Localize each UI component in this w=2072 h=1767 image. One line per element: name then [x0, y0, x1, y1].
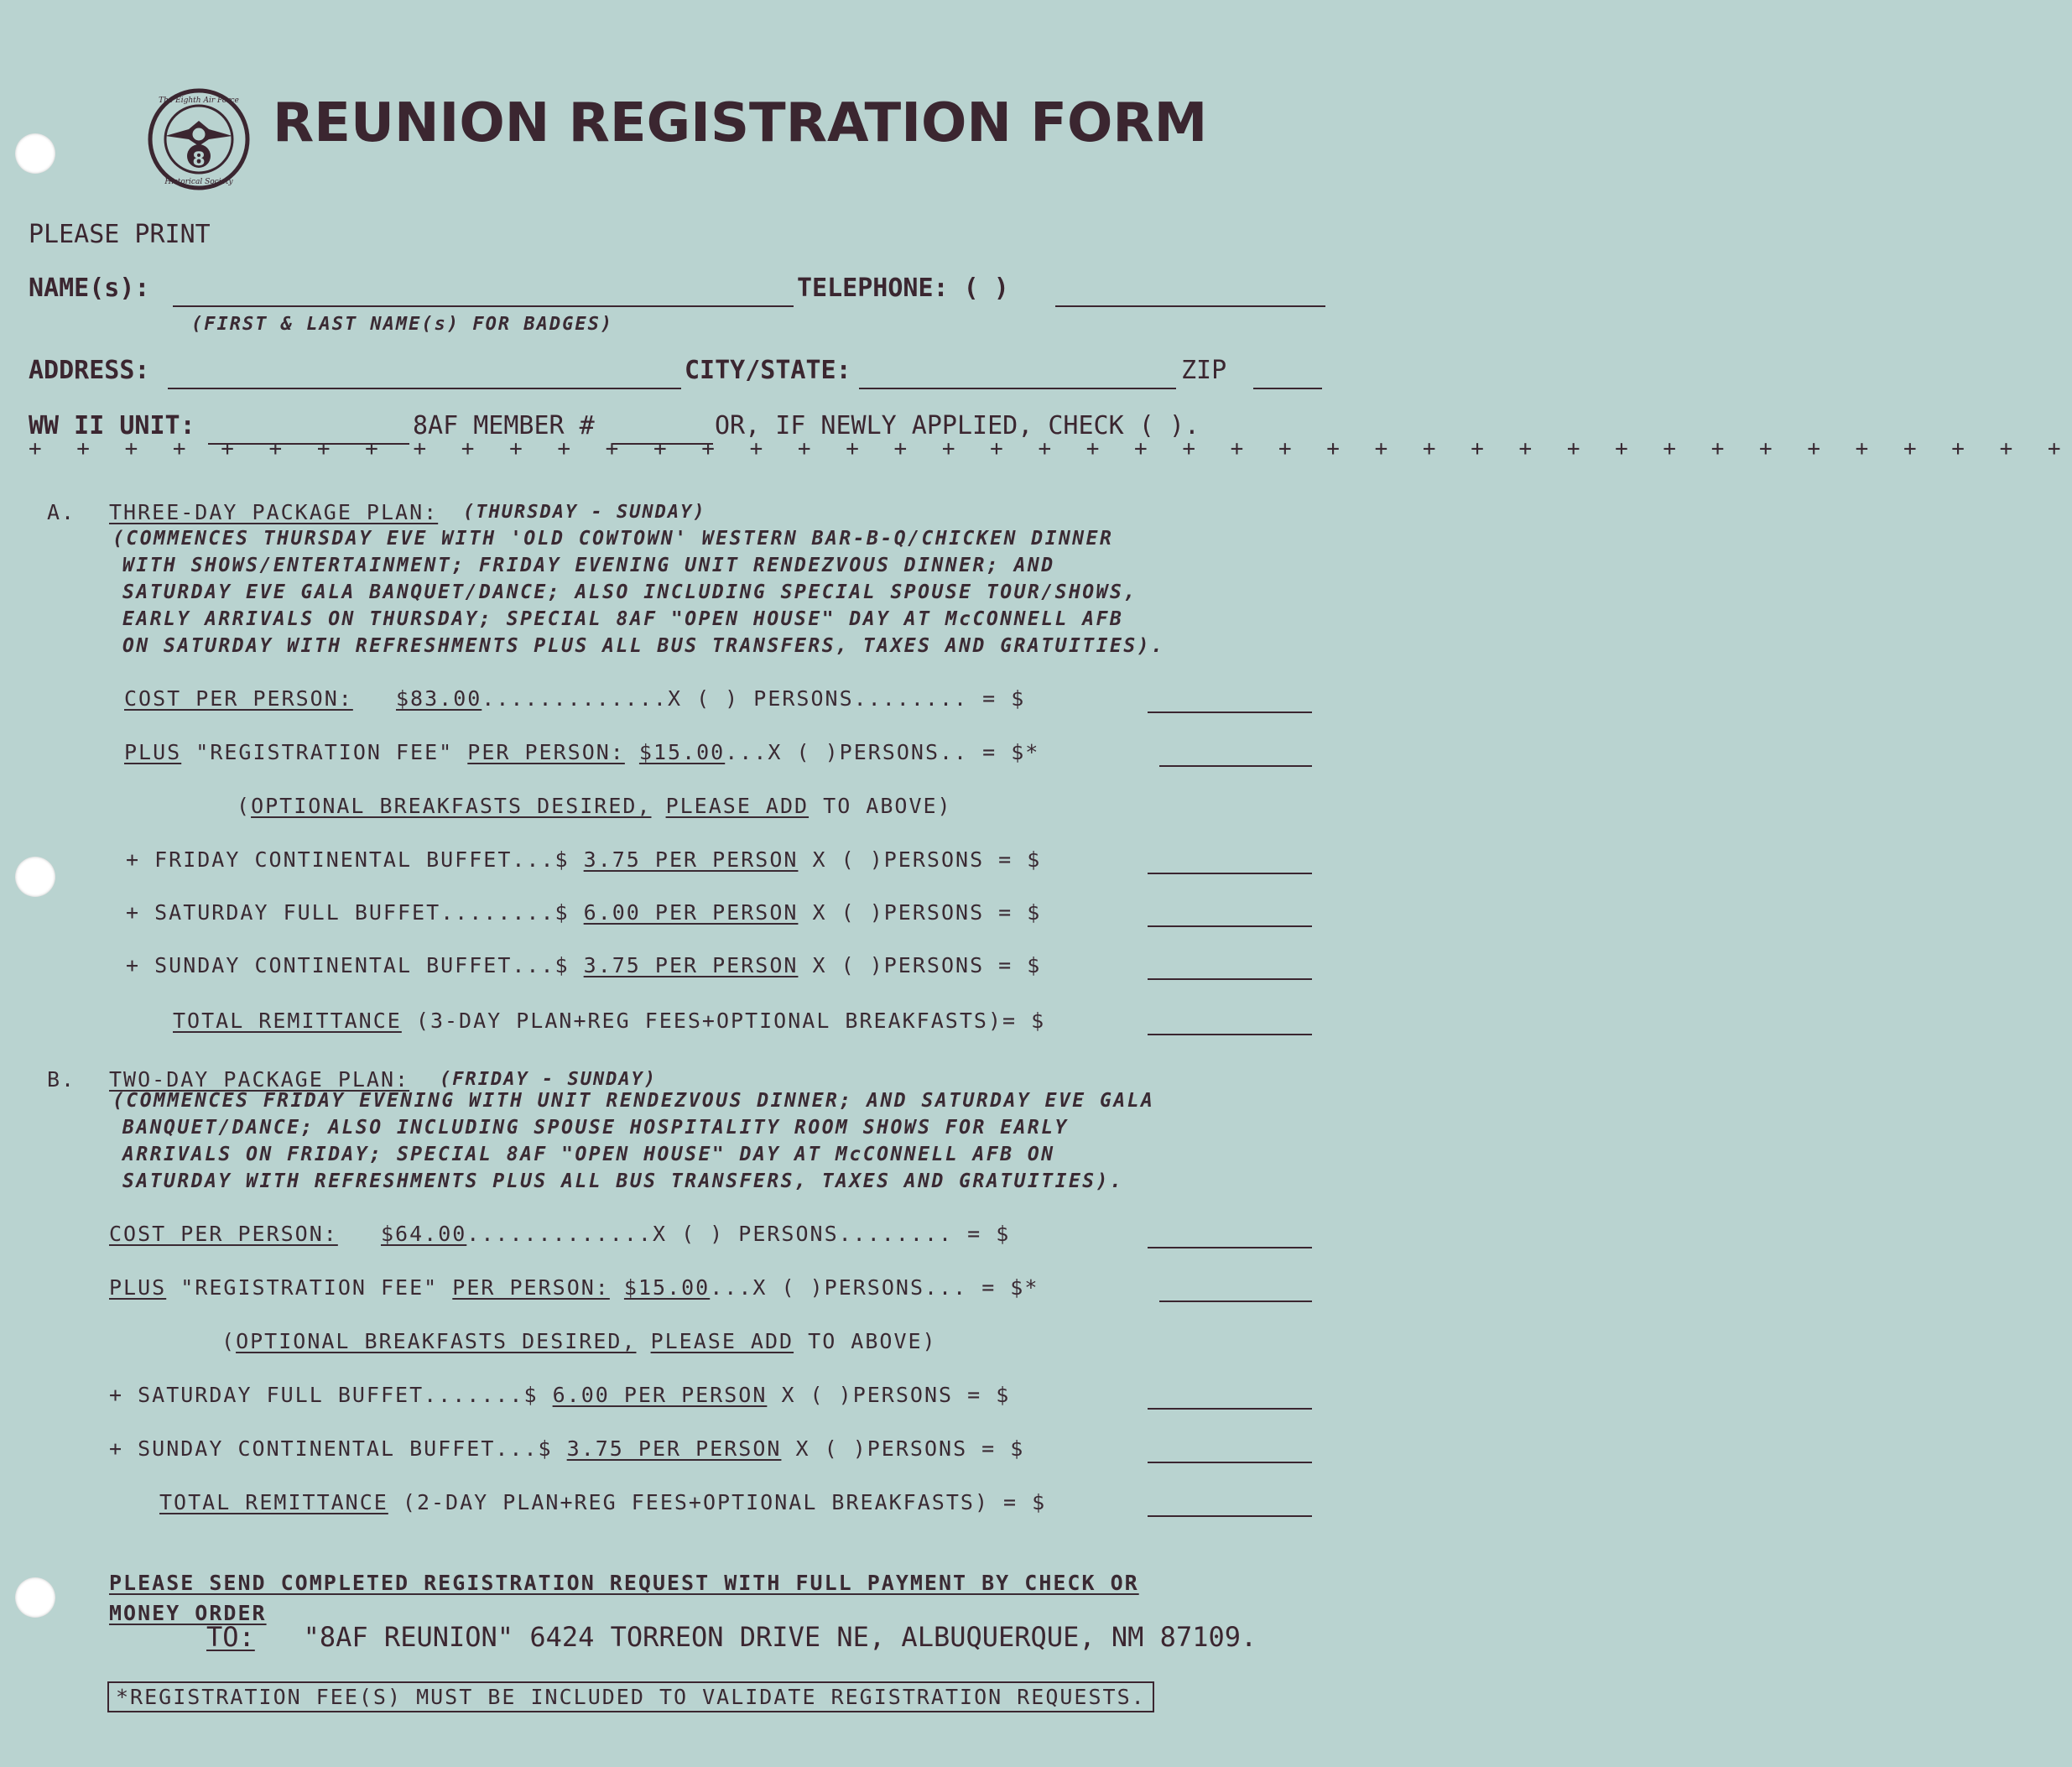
names-hint: (FIRST & LAST NAME(s) FOR BADGES) [191, 314, 614, 335]
separator: + + + + + + + + + + + + + + + + + + + + + + + + + + + + + + + + + + + + + + + + + + + [29, 436, 2072, 461]
seal-text-bottom: Historical Society [164, 178, 233, 186]
plan-b-desc-line: SATURDAY WITH REFRESHMENTS PLUS ALL BUS TRANSFERS, TAXES AND GRATUITIES). [122, 1170, 1124, 1192]
plan-a-optional-row [237, 794, 952, 818]
plan-a-reg-tail: ...X ( )PERSONS.. = $* [725, 740, 1040, 764]
plan-a-title: THREE-DAY PACKAGE PLAN: [109, 500, 439, 524]
plan-b-letter: B. [47, 1067, 76, 1092]
plan-b-reg-value: $15.00 [623, 1275, 711, 1300]
plan-b-desc-line: (COMMENCES FRIDAY EVENING WITH UNIT RENDEZVOUS DINNER; AND SATURDAY EVE GALA [112, 1090, 1155, 1112]
newly-applied-label: OR, IF NEWLY APPLIED, CHECK ( ). [715, 411, 1200, 440]
plan-a-cost-total-field[interactable] [1148, 686, 1312, 713]
plan-b-desc-line: BANQUET/DANCE; ALSO INCLUDING SPOUSE HOSPITALITY ROOM SHOWS FOR EARLY [122, 1117, 1069, 1139]
breakfast-name: + SATURDAY FULL BUFFET........$ [126, 900, 570, 925]
names-field[interactable] [173, 268, 794, 307]
city-state-label: CITY/STATE: [685, 356, 851, 385]
plan-a-optional-tail: TO ABOVE) [823, 794, 952, 818]
plan-b-total-tail: (2-DAY PLAN+REG FEES+OPTIONAL BREAKFASTS) = $ [402, 1490, 1047, 1514]
member-label: 8AF MEMBER # [413, 411, 595, 440]
breakfast-tail: X ( )PERSONS = $ [781, 1383, 1011, 1407]
plan-b-sunday-total-field[interactable] [1148, 1436, 1312, 1463]
plan-a-reg-value: $15.00 [638, 740, 726, 764]
eighth-air-force-seal-icon [147, 87, 251, 191]
to-label: TO: [206, 1621, 255, 1653]
plan-a-cost-label: COST PER PERSON: [124, 686, 353, 711]
breakfast-price: 6.00 PER PERSON [583, 900, 799, 925]
plan-a-reg-total-field[interactable] [1159, 740, 1312, 767]
plan-b-days: (FRIDAY - SUNDAY) [440, 1069, 658, 1090]
plan-a-desc-line: SATURDAY EVE GALA BANQUET/DANCE; ALSO INCLUDING SPECIAL SPOUSE TOUR/SHOWS, [122, 581, 1138, 603]
plan-b-optional-label: OPTIONAL BREAKFASTS DESIRED, [236, 1329, 637, 1353]
plan-b-optional-row [221, 1329, 937, 1353]
plan-b-reg-row [109, 1275, 1039, 1300]
plan-b-desc-line: ARRIVALS ON FRIDAY; SPECIAL 8AF "OPEN HOUSE" DAY AT McCONNELL AFB ON [122, 1144, 1055, 1165]
seal-text-top: The Eighth Air Force [159, 96, 239, 105]
plan-b-reg-label: "REGISTRATION FEE" [180, 1275, 439, 1300]
plan-a-reg-row [124, 740, 1039, 764]
breakfast-name: + SUNDAY CONTINENTAL BUFFET...$ [109, 1436, 553, 1461]
names-label: NAME(s): [29, 274, 150, 303]
breakfast-tail: X ( )PERSONS = $ [812, 953, 1042, 977]
plan-a-reg-plus: PLUS [124, 740, 182, 764]
punch-hole [15, 857, 55, 897]
breakfast-tail: X ( )PERSONS = $ [812, 900, 1042, 925]
punch-hole [15, 1577, 55, 1618]
plan-b-optional-tail: TO ABOVE) [808, 1329, 937, 1353]
breakfast-name: + FRIDAY CONTINENTAL BUFFET...$ [126, 847, 570, 872]
plan-a-optional-add: PLEASE ADD [665, 794, 810, 818]
plan-b-total-remittance-field[interactable] [1148, 1490, 1312, 1517]
breakfast-name: + SATURDAY FULL BUFFET.......$ [109, 1383, 539, 1407]
plan-a-cost-value: $83.00 [395, 686, 482, 711]
plan-b-saturday-total-field[interactable] [1148, 1383, 1312, 1410]
address-field[interactable] [168, 351, 681, 389]
plan-b-cost-total-field[interactable] [1148, 1222, 1312, 1248]
plan-b-total-row [159, 1490, 1046, 1514]
breakfast-price: 3.75 PER PERSON [583, 847, 799, 872]
breakfast-name: + SUNDAY CONTINENTAL BUFFET...$ [126, 953, 570, 977]
form-title: REUNION REGISTRATION FORM [273, 92, 1208, 154]
breakfast-price: 3.75 PER PERSON [583, 953, 799, 977]
plan-a-total-label: TOTAL REMITTANCE [173, 1009, 402, 1033]
zip-field[interactable] [1253, 351, 1322, 389]
send-instruction-cont: MONEY ORDER [109, 1601, 267, 1625]
plan-b-breakfast-row [109, 1383, 1010, 1407]
plan-a-description [112, 525, 1164, 659]
telephone-field[interactable] [1055, 268, 1325, 307]
plan-b-description [112, 1087, 1154, 1195]
plan-b-optional-add: PLEASE ADD [650, 1329, 794, 1353]
plan-b-cost-tail: .............X ( ) PERSONS........ = $ [466, 1222, 1011, 1246]
punch-hole [15, 133, 55, 174]
city-state-field[interactable] [859, 351, 1176, 389]
mailing-address: "8AF REUNION" 6424 TORREON DRIVE NE, ALBUQUERQUE, NM 87109. [303, 1621, 1257, 1653]
plan-a-breakfast-row [126, 900, 1041, 925]
plan-a-reg-label: "REGISTRATION FEE" [195, 740, 454, 764]
plan-a-total-row [173, 1009, 1045, 1033]
plan-b-reg-per: PER PERSON: [452, 1275, 610, 1300]
plan-b-reg-tail: ...X ( )PERSONS... = $* [710, 1275, 1039, 1300]
address-label: ADDRESS: [29, 356, 150, 385]
breakfast-tail: X ( )PERSONS = $ [812, 847, 1042, 872]
registration-fee-note: *REGISTRATION FEE(S) MUST BE INCLUDED TO VALIDATE REGISTRATION REQUESTS. [107, 1681, 1154, 1712]
plan-b-reg-total-field[interactable] [1159, 1275, 1312, 1302]
plan-a-total-tail: (3-DAY PLAN+REG FEES+OPTIONAL BREAKFASTS)= $ [415, 1009, 1046, 1033]
plan-a-cost-tail: .............X ( ) PERSONS........ = $ [482, 686, 1026, 711]
telephone-label: TELEPHONE: ( ) [797, 274, 1009, 303]
plan-a-optional-pre: ( [237, 794, 252, 818]
plan-b-total-label: TOTAL REMITTANCE [159, 1490, 388, 1514]
please-print-note: PLEASE PRINT [29, 220, 211, 249]
plan-b-cost-label: COST PER PERSON: [109, 1222, 338, 1246]
plan-a-saturday-total-field[interactable] [1148, 900, 1312, 927]
plan-a-desc-line: (COMMENCES THURSDAY EVE WITH 'OLD COWTOWN' WESTERN BAR-B-Q/CHICKEN DINNER [112, 528, 1114, 550]
send-instruction: PLEASE SEND COMPLETED REGISTRATION REQUEST WITH FULL PAYMENT BY CHECK OR [109, 1571, 1139, 1595]
plan-b-title: TWO-DAY PACKAGE PLAN: [109, 1067, 410, 1092]
plan-a-letter: A. [47, 500, 76, 524]
unit-label: WW II UNIT: [29, 411, 195, 440]
plan-a-total-remittance-field[interactable] [1148, 1009, 1312, 1035]
seal-center: 8 [192, 149, 206, 170]
plan-b-reg-plus: PLUS [109, 1275, 167, 1300]
plan-a-friday-total-field[interactable] [1148, 847, 1312, 874]
plan-a-sunday-total-field[interactable] [1148, 953, 1312, 980]
plan-b-cost-row [109, 1222, 1010, 1246]
plan-a-breakfast-row [126, 847, 1041, 872]
plan-a-days: (THURSDAY - SUNDAY) [463, 502, 706, 523]
plan-a-desc-line: ON SATURDAY WITH REFRESHMENTS PLUS ALL BUS TRANSFERS, TAXES AND GRATUITIES). [122, 635, 1165, 657]
mailing-row [206, 1621, 1257, 1653]
plan-a-breakfast-row [126, 953, 1041, 977]
plan-b-breakfast-row [109, 1436, 1024, 1461]
plan-a-reg-per: PER PERSON: [467, 740, 625, 764]
breakfast-tail: X ( )PERSONS = $ [795, 1436, 1025, 1461]
plan-b-optional-pre: ( [221, 1329, 237, 1353]
plan-a-cost-row [124, 686, 1025, 711]
plan-b-cost-value: $64.00 [380, 1222, 467, 1246]
plan-a-desc-line: WITH SHOWS/ENTERTAINMENT; FRIDAY EVENING UNIT RENDEZVOUS DINNER; AND [122, 555, 1055, 576]
breakfast-price: 3.75 PER PERSON [566, 1436, 782, 1461]
plan-a-optional-label: OPTIONAL BREAKFASTS DESIRED, [251, 794, 652, 818]
zip-label: ZIP [1181, 356, 1227, 385]
breakfast-price: 6.00 PER PERSON [552, 1383, 768, 1407]
plan-a-desc-line: EARLY ARRIVALS ON THURSDAY; SPECIAL 8AF "OPEN HOUSE" DAY AT McCONNELL AFB [122, 608, 1124, 630]
